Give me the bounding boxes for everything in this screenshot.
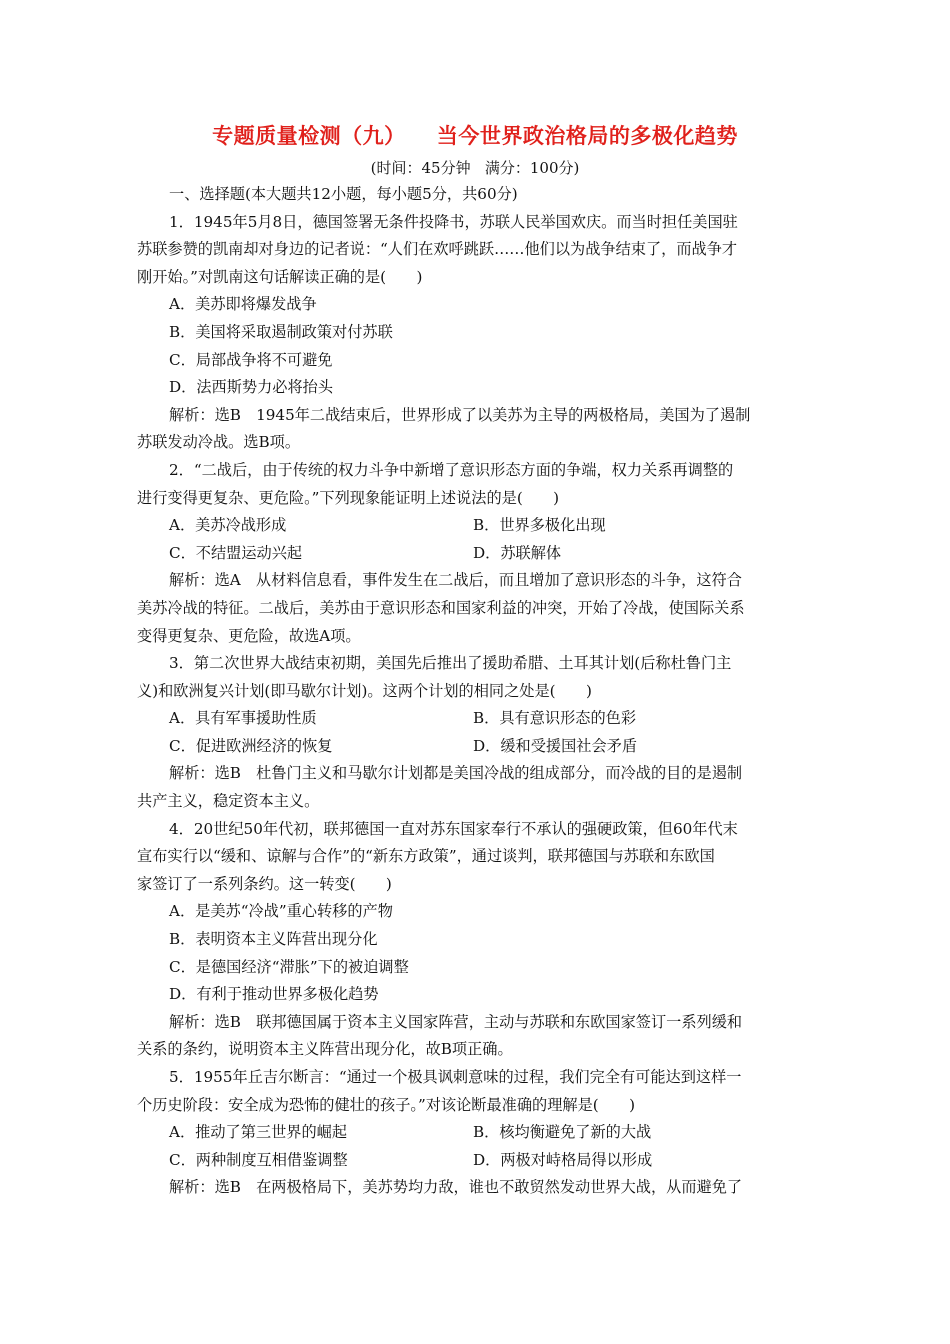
question-5-option-d: D．两极对峙格局得以形成 <box>473 1150 653 1169</box>
question-3-options-row-1 <box>137 705 822 733</box>
question-2-explanation-cont: 美苏冷战的特征。二战后，美苏由于意识形态和国家利益的冲突，开始了冷战，使国际关系 <box>137 598 745 617</box>
question-2-stem-cont: 进行变得更复杂、更危险。”下列现象能证明上述说法的是( ) <box>137 488 560 507</box>
question-4-stem-cont: 宣布实行以“缓和、谅解与合作”的“新东方政策”，通过谈判，联邦德国与苏联和东欧国 <box>137 847 715 866</box>
question-1-stem-cont: 苏联参赞的凯南却对身边的记者说：“人们在欢呼跳跃……他们以为战争结束了，而战争才 <box>137 240 738 259</box>
question-5-option-a: A．推动了第三世界的崛起 <box>169 1123 348 1142</box>
question-2-option-a: A．美苏冷战形成 <box>169 516 287 535</box>
question-4-stem-cont: 家签订了一系列条约。这一转变( ) <box>137 874 392 893</box>
question-2-option-d: D．苏联解体 <box>473 543 562 562</box>
question-3-options-row-2 <box>137 733 822 761</box>
question-3-option-d: D．缓和受援国社会矛盾 <box>473 736 638 755</box>
question-3-option-b: B．具有意识形态的色彩 <box>473 709 637 728</box>
document-body <box>137 181 822 1202</box>
question-1-explanation: 解析：选B 1945年二战结束后，世界形成了以美苏为主导的两极格局，美国为了遏制 <box>169 405 751 424</box>
question-2-options-row-1 <box>137 512 822 540</box>
question-4-explanation: 解析：选B 联邦德国属于资本主义国家阵营，主动与苏联和东欧国家签订一系列缓和 <box>169 1012 743 1031</box>
question-5-option-c: C．两种制度互相借鉴调整 <box>169 1150 348 1169</box>
question-1-option-d: D．法西斯势力必将抬头 <box>169 378 334 397</box>
exam-info: (时间：45分钟 满分：100分) <box>370 159 580 177</box>
question-3-stem-cont: 义)和欧洲复兴计划(即马歇尔计划)。这两个计划的相同之处是( ) <box>137 681 592 700</box>
question-1-stem-cont: 刚开始。”对凯南这句话解读正确的是( ) <box>137 267 423 286</box>
question-1-stem: 1．1945年5月8日，德国签署无条件投降书，苏联人民举国欢庆。而当时担任美国驻 <box>169 212 738 231</box>
question-1-option-c: C．局部战争将不可避免 <box>169 350 333 369</box>
question-1-option-b: B．美国将采取遏制政策对付苏联 <box>169 322 393 341</box>
question-5-explanation: 解析：选B 在两极格局下，美苏势均力敌，谁也不敢贸然发动世界大战，从而避免了 <box>169 1178 743 1197</box>
question-2-stem: 2．“二战后，由于传统的权力斗争中新增了意识形态方面的争端，权力关系再调整的 <box>169 460 734 479</box>
page-title: 专题质量检测（九） 当今世界政治格局的多极化趋势 <box>212 124 738 148</box>
question-3-option-c: C．促进欧洲经济的恢复 <box>169 736 333 755</box>
section-heading: 一、选择题(本大题共12小题，每小题5分，共60分) <box>169 185 518 203</box>
question-1-explanation-cont: 苏联发动冷战。选B项。 <box>137 433 301 452</box>
question-5-option-b: B．核均衡避免了新的大战 <box>473 1123 652 1142</box>
question-2-options-row-2 <box>137 540 822 568</box>
question-2-option-b: B．世界多极化出现 <box>473 516 606 535</box>
question-4-option-c: C．是德国经济“滞胀”下的被迫调整 <box>169 957 409 976</box>
question-3-stem: 3．第二次世界大战结束初期，美国先后推出了援助希腊、土耳其计划(后称杜鲁门主 <box>169 654 732 673</box>
question-4-option-d: D．有利于推动世界多极化趋势 <box>169 985 379 1004</box>
question-4-explanation-cont: 关系的条约，说明资本主义阵营出现分化，故B项正确。 <box>137 1040 513 1059</box>
question-2-explanation: 解析：选A 从材料信息看，事件发生在二战后，而且增加了意识形态的斗争，这符合 <box>169 571 742 590</box>
question-4-stem: 4．20世纪50年代初，联邦德国一直对苏东国家奉行不承认的强硬政策，但60年代末 <box>169 819 738 838</box>
question-4-option-a: A．是美苏“冷战”重心转移的产物 <box>169 902 393 921</box>
question-5-options-row-2 <box>137 1147 822 1175</box>
question-2-explanation-cont: 变得更复杂、更危险，故选A项。 <box>137 626 361 645</box>
question-3-option-a: A．具有军事援助性质 <box>169 709 317 728</box>
question-1-option-a: A．美苏即将爆发战争 <box>169 295 317 314</box>
question-3-explanation-cont: 共产主义，稳定资本主义。 <box>137 792 320 811</box>
question-3-explanation: 解析：选B 杜鲁门主义和马歇尔计划都是美国冷战的组成部分，而冷战的目的是遏制 <box>169 764 743 783</box>
question-5-stem-cont: 个历史阶段：安全成为恐怖的健壮的孩子。”对该论断最准确的理解是( ) <box>137 1095 636 1114</box>
question-5-stem: 5．1955年丘吉尔断言：“通过一个极具讽刺意味的过程，我们完全有可能达到这样一 <box>169 1068 742 1086</box>
question-5-options-row-1 <box>137 1119 822 1147</box>
question-4-option-b: B．表明资本主义阵营出现分化 <box>169 930 378 949</box>
question-2-option-c: C．不结盟运动兴起 <box>169 543 303 562</box>
